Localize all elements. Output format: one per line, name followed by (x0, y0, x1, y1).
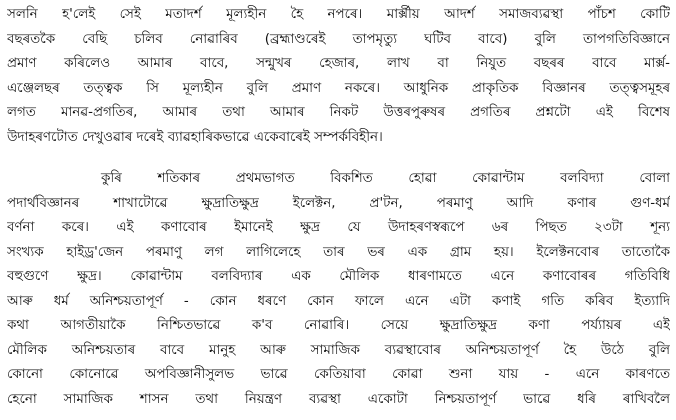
text-line: সলনি হ'লেই সেই মতাদৰ্শ মূল্যহীন হৈ নপৰে। মাৰ্ক্সীয় আদৰ্শ সমাজব্যৱস্থা পাঁচশ কোটি (7, 7, 670, 22)
paragraph-spacer (7, 150, 670, 167)
paragraph-1 (7, 3, 670, 150)
text-line: পদাৰ্থবিজ্ঞানৰ শাখাটোৱে ক্ষুদ্ৰাতিক্ষুদ্ৰ ইলেক্টন, প্ৰ'টন, পৰমাণু আদি কণাৰ গুণ-ধৰ্ম (7, 195, 670, 211)
text-line: উদাহৰণটোত দেখুওৱাৰ দৰেই ব্যাৱহাৰিকভাৱে একেবাৰেই সম্পৰ্কবিহীন। (7, 129, 383, 145)
text-line: কোনো কোনোৱে অপবিজ্ঞানীসুলভ ভাৱে কেতিয়াবা কোৱা শুনা যায় - এনে কাৰণতে (7, 367, 670, 382)
text-line: সংখ্যক হাইড্ৰ'জেন পৰমাণু লগ লাগিলেহে তাৰ ভৰ এক গ্ৰাম হয়। ইলেক্টনবোৰ তাতোকৈ (7, 244, 670, 260)
text-line: কথা আগতীয়াকৈ নিশ্চিতভাৱে ক'ব নোৱাৰি। সেয়ে ক্ষুদ্ৰাতিক্ষুদ্ৰ কণা পৰ্য্যায়ৰ এই (7, 318, 670, 333)
text-line: লগত মানৱ-প্ৰগতিৰ, আমাৰ তথা আমাৰ নিকট উত্তৰপুৰুষৰ প্ৰগতিৰ প্ৰশ্নটো এই বিশেষ (7, 105, 670, 120)
text-line-indented: কুৰি শতিকাৰ প্ৰথমভাগত বিকশিত হোৱা কোৱান্টাম বলবিদ্যা বোলা (101, 171, 670, 186)
text-line: প্ৰমাণ কৰিলেও আমাৰ বাবে, সন্মুখৰ হেজাৰ, লাখ বা নিযুত বছৰৰ বাবে মাৰ্ক্স- (7, 56, 670, 71)
text-line: বছৰতকৈ বেছি চলিব নোৱাৰিব (ব্ৰহ্মাণ্ডৰেই তাপমৃত্যু ঘটিব বাবে) বুলি তাপগতিবিজ্ঞানে (7, 31, 670, 47)
paragraph-2 (7, 167, 670, 412)
text-line: বহুগুণে ক্ষুদ্ৰ। কোৱান্টাম বলবিদ্যাৰ এক মৌলিক ধাৰণামতে এনে কণাবোৰৰ গতিবিধি (7, 269, 670, 284)
text-line: আৰু ধৰ্ম অনিশ্চয়তাপূৰ্ণ - কোন ধৰণে কোন ফালে এনে এটা কণাই গতি কৰিব ইত্যাদি (7, 293, 670, 309)
text-line: এঞ্জেলছৰ তত্ত্বক সি মূল্যহীন বুলি প্ৰমাণ নকৰে। আধুনিক প্ৰাকৃতিক বিজ্ঞানৰ তত্ত্বসমূহৰ (7, 80, 670, 96)
text-line: হেনো সামাজিক শাসন তথা নিয়ন্ত্ৰণ ব্যৱস্থা একোটা নিশ্চয়তাপূৰ্ণ ভাৱে ধৰি ৰাখিবলৈ (7, 391, 670, 407)
text-line: বৰ্ণনা কৰে। এই কণাবোৰ ইমানেই ক্ষুদ্ৰ যে উদাহৰণস্বৰূপে ৬ৰ পিছত ২৩টা শূন্য (7, 220, 670, 235)
text-line: মৌলিক অনিশ্চয়তাৰ বাবে মানুহ আৰু সামাজিক ব্যৱস্থাবোৰ অনিশ্চয়তাপূৰ্ণ হৈ উঠে বুলি (7, 342, 670, 358)
